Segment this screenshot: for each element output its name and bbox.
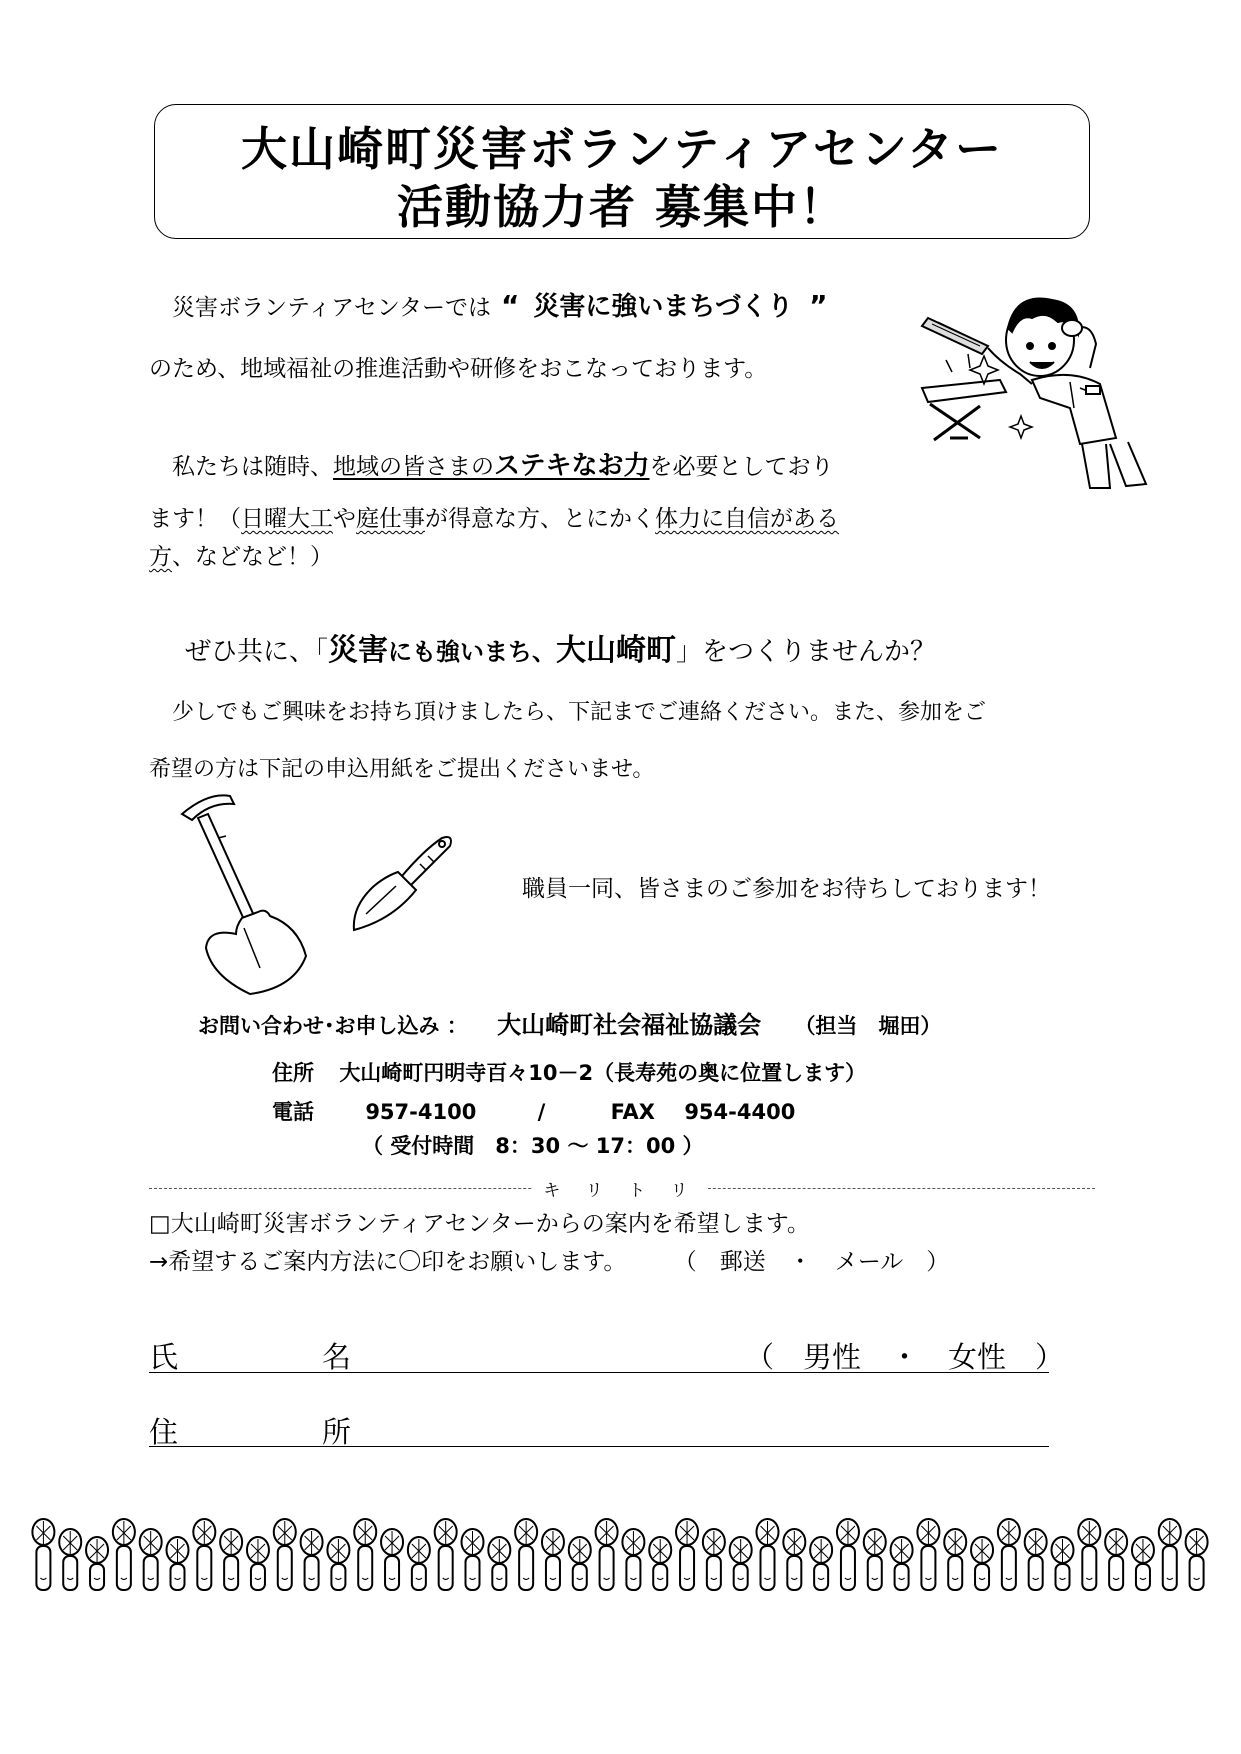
ornament-figure xyxy=(140,1529,162,1590)
quote-close: ” xyxy=(809,289,828,322)
contact-heading xyxy=(198,1005,941,1040)
ornament-figure xyxy=(435,1519,457,1590)
ornament-figure xyxy=(274,1519,296,1590)
ornament-figure xyxy=(220,1529,242,1590)
quote-open: “ xyxy=(501,289,520,322)
slogan-mid: にも強いまち、 xyxy=(388,638,557,666)
cut-line-label xyxy=(0,1176,1241,1201)
ornament-figure xyxy=(944,1529,966,1590)
fax-value: 954-4400 xyxy=(684,1100,796,1124)
ornament-figure xyxy=(1186,1529,1208,1590)
slogan-big-1: 災害 xyxy=(328,633,389,668)
ornament-figure xyxy=(113,1519,135,1590)
gender-options[interactable]: （ 男性 ・ 女性 ） xyxy=(745,1340,1065,1374)
ornament-figure xyxy=(569,1537,591,1590)
contact-address xyxy=(272,1057,866,1087)
shovel-icon xyxy=(178,788,318,998)
ornament-figure xyxy=(783,1529,805,1590)
ornament-figure xyxy=(32,1519,54,1590)
guide-method-text: →希望するご案内方法に〇印をお願いします。 xyxy=(149,1249,627,1275)
ornament-figure xyxy=(542,1529,564,1590)
ornament-figure xyxy=(1105,1529,1127,1590)
ornament-figure xyxy=(1159,1519,1181,1590)
ornament-figure xyxy=(327,1537,349,1590)
cut-line-text: キ リ ト リ xyxy=(533,1181,707,1201)
intro-text: 災害ボランティアセンターでは xyxy=(172,295,492,321)
address-field[interactable] xyxy=(149,1446,1049,1447)
invite-line-1: 少しでもご興味をお持ち頂けましたら、下記までご連絡ください。また、参加をご xyxy=(172,700,987,725)
ornament-figure xyxy=(193,1519,215,1590)
phone-fax-separator: / xyxy=(537,1100,546,1124)
address-value: 大山崎町円明寺百々10－2（長寿苑の奥に位置します） xyxy=(339,1061,867,1085)
ornament-figure xyxy=(247,1537,269,1590)
intro-p2-line-2 xyxy=(149,500,839,533)
ornament-figure xyxy=(730,1537,752,1590)
intro-p2-text-end: を必要としており xyxy=(649,454,834,480)
ornament-figure xyxy=(462,1529,484,1590)
waiting-message: 職員一同、皆さまのご参加をお待ちしております！ xyxy=(522,876,1051,902)
name-label-2: 名 xyxy=(322,1340,352,1374)
page-title: 大山崎町災害ボランティアセンター xyxy=(240,122,1004,176)
ornament-figure xyxy=(757,1519,779,1590)
ornament-figure xyxy=(810,1537,832,1590)
ornament-figure xyxy=(596,1519,618,1590)
intro-p2-l2-w1: 日曜大工 xyxy=(241,506,333,532)
guide-method-options[interactable]: （ 郵送 ・ メール ） xyxy=(673,1249,950,1275)
contact-org: 大山崎町社会福祉協議会 xyxy=(497,1011,762,1039)
ornament-figure xyxy=(703,1529,725,1590)
intro-p2-line-3 xyxy=(149,538,333,571)
ornament-figure xyxy=(301,1529,323,1590)
intro-emphasis: 災害に強いまちづくり xyxy=(533,292,794,322)
ornament-figure xyxy=(408,1537,430,1590)
worker-illustration xyxy=(920,288,1160,498)
ornament-figure xyxy=(864,1529,886,1590)
trowel-icon xyxy=(346,832,456,932)
intro-p2-l2-c: が得意な方、とにかく xyxy=(425,506,655,532)
ornament-figure xyxy=(622,1529,644,1590)
slogan-a: ぜひ共に、「 xyxy=(185,637,329,667)
ornament-figure xyxy=(971,1537,993,1590)
intro-p2-underlined: 地域の皆さまの xyxy=(333,454,494,480)
phone-label: 電話 xyxy=(272,1100,314,1124)
ornament-figure xyxy=(649,1537,671,1590)
invite-line-2: 希望の方は下記の申込用紙をご提出くださいませ。 xyxy=(149,757,655,782)
contact-hours: （ 受付時間 8：30 ～ 17：00 ） xyxy=(362,1134,704,1158)
contact-person: （担当 堀田） xyxy=(794,1014,942,1038)
intro-line-2: のため、地域福祉の推進活動や研修をおこなっております。 xyxy=(149,356,768,382)
ornament-figure xyxy=(1078,1519,1100,1590)
ornament-figure xyxy=(1132,1537,1154,1590)
ornament-figure xyxy=(167,1537,189,1590)
name-field[interactable] xyxy=(149,1372,1049,1373)
guide-method-line xyxy=(149,1243,949,1276)
intro-p2-l2-w2: 庭仕事 xyxy=(356,506,425,532)
intro-p2-l2-a: ます！（ xyxy=(149,506,241,532)
page-subtitle: 活動協力者 募集中！ xyxy=(396,180,847,234)
ornament-figure xyxy=(676,1519,698,1590)
fax-label: FAX xyxy=(610,1100,655,1124)
ornament-figure xyxy=(891,1537,913,1590)
contact-label: お問い合わせ･お申し込み ： xyxy=(198,1014,468,1038)
ornament-figure xyxy=(998,1519,1020,1590)
ornament-figure xyxy=(1025,1529,1047,1590)
decorative-border xyxy=(30,1518,1210,1618)
ornament-figure xyxy=(1052,1537,1074,1590)
intro-p2-line-1 xyxy=(172,445,833,482)
intro-p2-l3-b: 、などなど！） xyxy=(172,544,333,570)
ornament-figure xyxy=(515,1519,537,1590)
intro-line-1 xyxy=(172,286,828,323)
title-box xyxy=(154,104,1090,239)
address-label-2: 所 xyxy=(322,1415,352,1449)
ornament-figure xyxy=(354,1519,376,1590)
address-label: 住所 xyxy=(272,1061,314,1085)
ornament-figure xyxy=(917,1519,939,1590)
ornament-figure xyxy=(59,1529,81,1590)
ornament-figure xyxy=(837,1519,859,1590)
name-label-1: 氏 xyxy=(149,1340,179,1374)
intro-p2-text: 私たちは随時、 xyxy=(172,454,333,480)
intro-p2-l2-w3: 体力に自信がある xyxy=(655,506,839,532)
ornament-figure xyxy=(488,1537,510,1590)
contact-phone xyxy=(272,1096,795,1126)
intro-p2-l3-w: 方 xyxy=(149,544,172,570)
guide-request-checkbox[interactable]: □大山崎町災害ボランティアセンターからの案内を希望します。 xyxy=(149,1211,810,1237)
slogan xyxy=(185,625,936,669)
ornament-figure xyxy=(381,1529,403,1590)
intro-p2-emphasis: ステキなお力 xyxy=(494,451,650,481)
slogan-big-2: 大山崎町 xyxy=(556,633,677,668)
address-label-1: 住 xyxy=(149,1415,179,1449)
intro-p2-l2-b: や xyxy=(333,506,356,532)
phone-value[interactable]: 957-4100 xyxy=(365,1100,477,1124)
ornament-figure xyxy=(86,1537,108,1590)
slogan-b: 」をつくりませんか？ xyxy=(676,637,937,667)
